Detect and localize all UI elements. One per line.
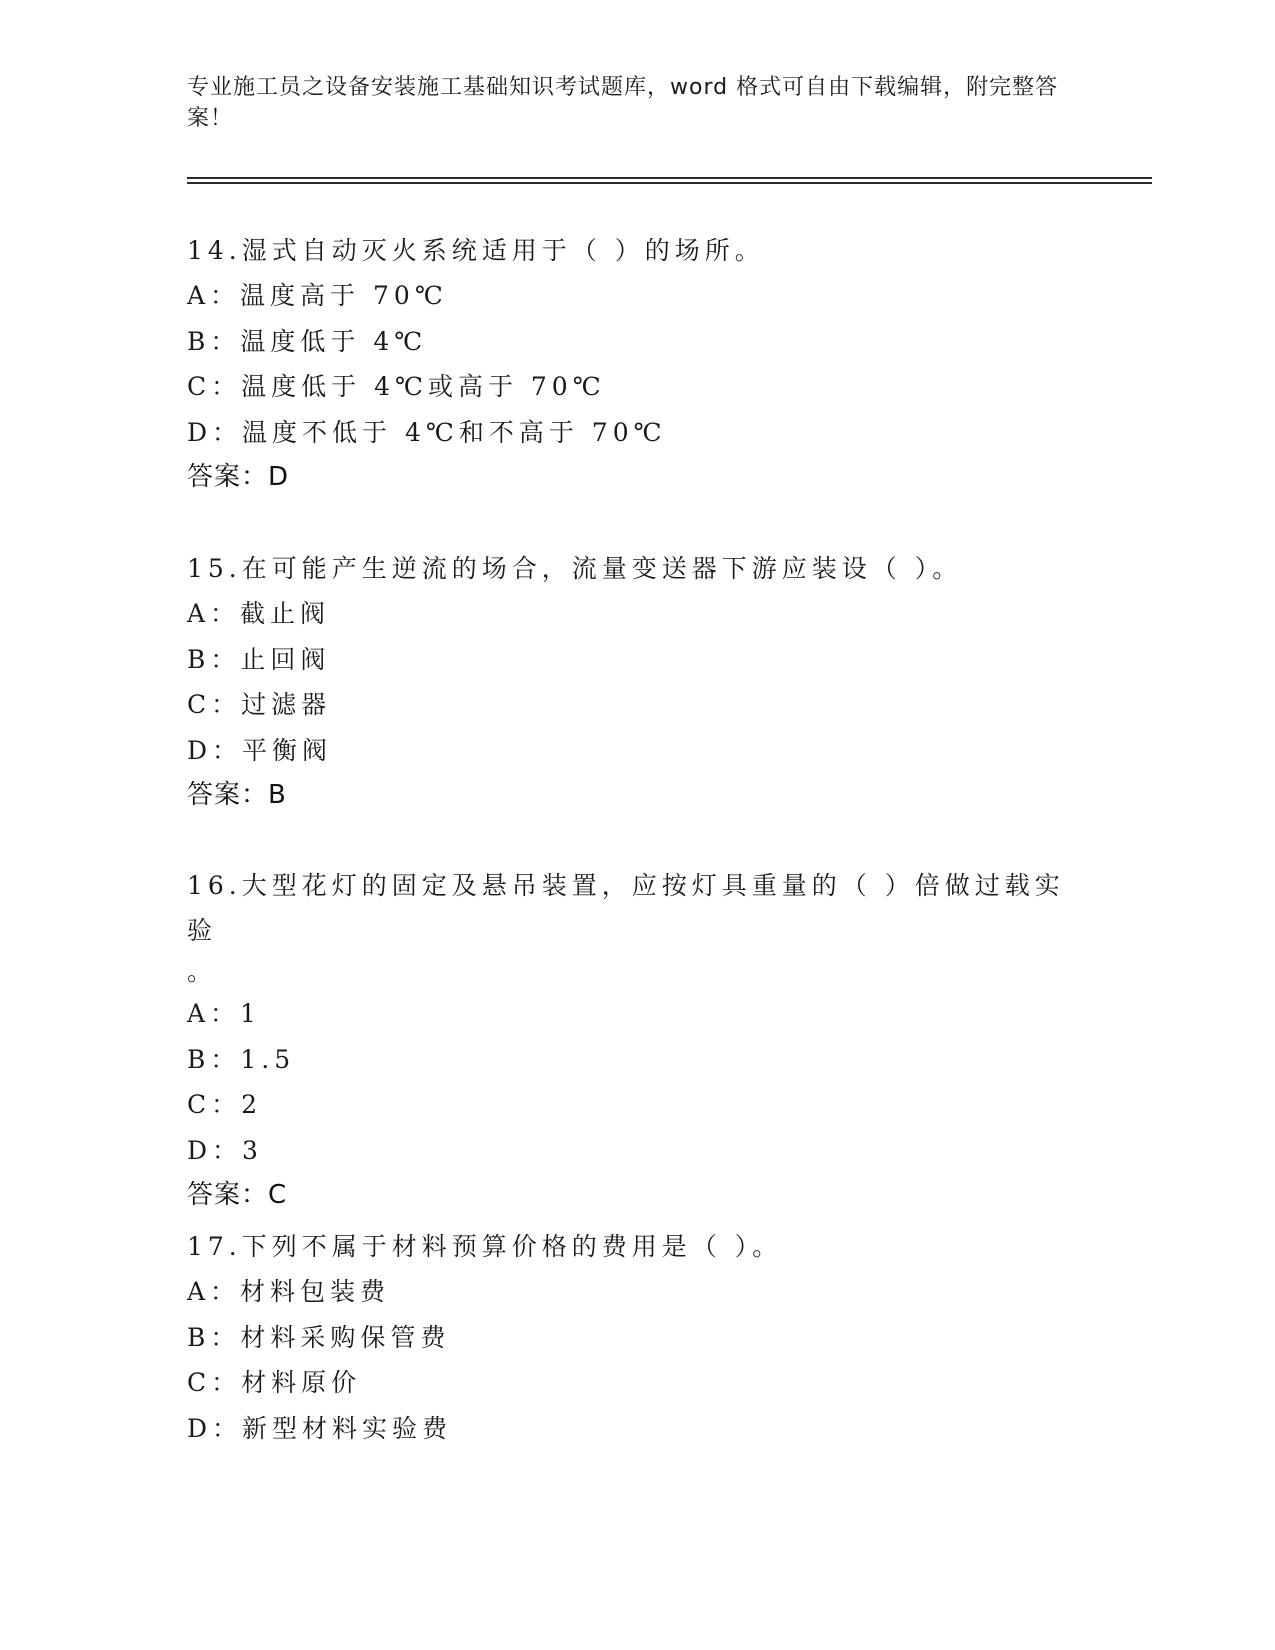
option-b: B：止回阀 [187,644,331,674]
option-b: B：温度低于 4℃ [187,326,428,356]
option-c: C：温度低于 4℃或高于 70℃ [187,372,606,401]
document-header-text: 专业施工员之设备安装施工基础知识考试题库，word 格式可自由下载编辑，附完整答案！ [187,75,1059,131]
option-a: A：1 [187,999,261,1028]
question-stem: 17.下列不属于材料预算价格的费用是（ ）。 [187,1232,783,1261]
option-c: C：过滤器 [187,690,332,719]
option-d: D：新型材料实验费 [187,1413,453,1443]
question-15 [187,546,1087,818]
option-b: B：材料采购保管费 [187,1322,451,1352]
option-d: D：温度不低于 4℃和不高于 70℃ [187,417,667,447]
question-16 [187,863,1087,1218]
option-a: A：材料包装费 [187,1277,391,1306]
question-stem: 16.大型花灯的固定及悬吊装置，应按灯具重量的（ ）倍做过载实验 [187,871,1065,945]
option-c: C：材料原价 [187,1368,362,1397]
question-stem-continuation: 。 [187,957,213,986]
option-d: D：3 [187,1135,263,1165]
answer-line: 答案：B [187,780,287,810]
question-stem: 14.湿式自动灭火系统适用于（ ）的场所。 [187,236,765,265]
answer-line: 答案：C [187,1180,288,1210]
answer-line: 答案：D [187,462,290,492]
option-c: C：2 [187,1090,263,1119]
option-b: B：1.5 [187,1044,296,1074]
option-a: A：温度高于 70℃ [187,281,448,310]
option-a: A：截止阀 [187,599,331,628]
question-17 [187,1224,1087,1451]
option-d: D：平衡阀 [187,735,333,765]
header-divider-bottom [187,182,1152,184]
question-stem: 15.在可能产生逆流的场合，流量变送器下游应装设（ ）。 [187,554,963,583]
header-divider-top [187,177,1152,179]
question-14 [187,228,1087,500]
